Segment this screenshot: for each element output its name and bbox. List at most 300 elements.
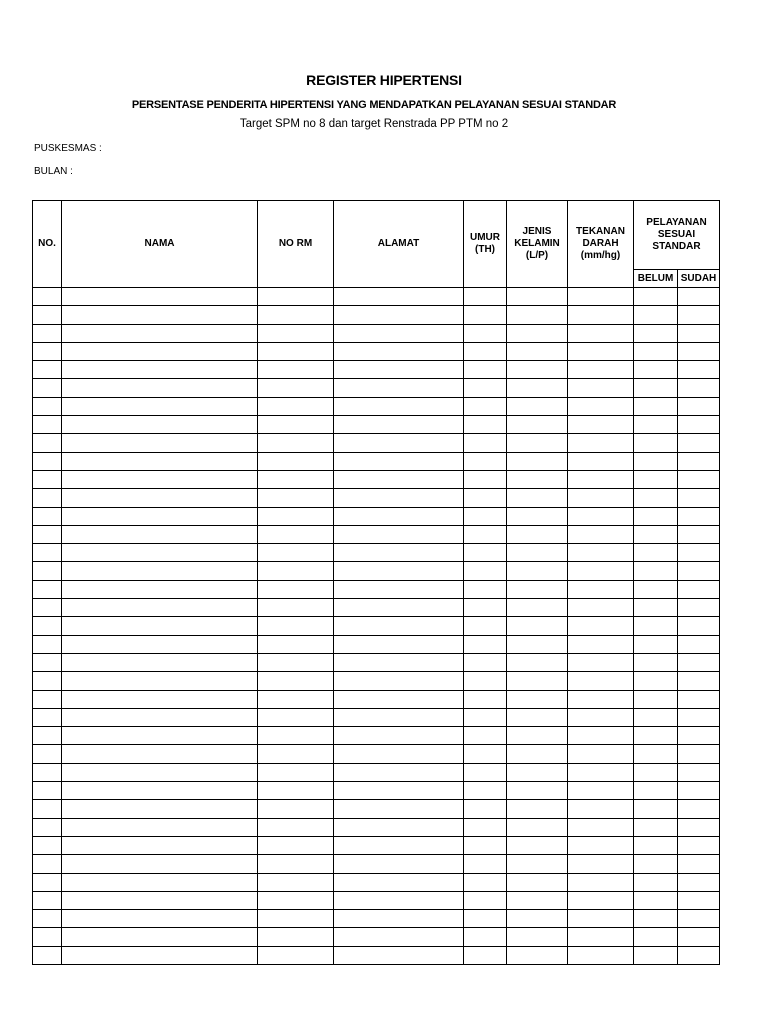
table-cell[interactable] (464, 800, 507, 818)
table-cell[interactable] (464, 910, 507, 928)
table-cell[interactable] (334, 763, 464, 781)
table-cell[interactable] (33, 361, 62, 379)
table-cell[interactable] (507, 599, 568, 617)
table-cell[interactable] (507, 525, 568, 543)
table-cell[interactable] (464, 416, 507, 434)
table-cell[interactable] (62, 690, 258, 708)
table-cell[interactable] (678, 288, 720, 306)
table-cell[interactable] (334, 891, 464, 909)
table-cell[interactable] (678, 928, 720, 946)
table-cell[interactable] (568, 434, 634, 452)
table-cell[interactable] (258, 452, 334, 470)
table-cell[interactable] (634, 891, 678, 909)
table-cell[interactable] (464, 288, 507, 306)
table-cell[interactable] (33, 672, 62, 690)
table-cell[interactable] (33, 397, 62, 415)
table-cell[interactable] (334, 745, 464, 763)
table-cell[interactable] (33, 946, 62, 964)
table-cell[interactable] (33, 452, 62, 470)
table-cell[interactable] (568, 928, 634, 946)
table-cell[interactable] (258, 580, 334, 598)
table-cell[interactable] (568, 855, 634, 873)
table-cell[interactable] (464, 635, 507, 653)
table-cell[interactable] (634, 562, 678, 580)
table-cell[interactable] (507, 782, 568, 800)
table-cell[interactable] (33, 782, 62, 800)
table-cell[interactable] (507, 727, 568, 745)
table-cell[interactable] (507, 361, 568, 379)
table-cell[interactable] (678, 507, 720, 525)
table-cell[interactable] (62, 361, 258, 379)
table-cell[interactable] (62, 653, 258, 671)
table-cell[interactable] (258, 507, 334, 525)
table-cell[interactable] (464, 727, 507, 745)
table-cell[interactable] (507, 928, 568, 946)
table-cell[interactable] (258, 873, 334, 891)
table-cell[interactable] (678, 635, 720, 653)
table-cell[interactable] (62, 525, 258, 543)
table-cell[interactable] (334, 507, 464, 525)
table-cell[interactable] (62, 452, 258, 470)
table-cell[interactable] (634, 727, 678, 745)
table-cell[interactable] (507, 416, 568, 434)
table-cell[interactable] (464, 599, 507, 617)
table-cell[interactable] (33, 928, 62, 946)
table-cell[interactable] (33, 599, 62, 617)
table-cell[interactable] (568, 782, 634, 800)
table-cell[interactable] (634, 763, 678, 781)
table-cell[interactable] (507, 544, 568, 562)
table-cell[interactable] (507, 397, 568, 415)
table-cell[interactable] (258, 599, 334, 617)
table-cell[interactable] (464, 690, 507, 708)
table-cell[interactable] (507, 836, 568, 854)
table-cell[interactable] (258, 855, 334, 873)
table-cell[interactable] (634, 782, 678, 800)
table-cell[interactable] (258, 818, 334, 836)
table-cell[interactable] (678, 946, 720, 964)
table-cell[interactable] (678, 910, 720, 928)
table-cell[interactable] (62, 306, 258, 324)
table-cell[interactable] (334, 617, 464, 635)
table-cell[interactable] (507, 580, 568, 598)
table-cell[interactable] (634, 708, 678, 726)
table-cell[interactable] (62, 342, 258, 360)
table-cell[interactable] (62, 891, 258, 909)
table-cell[interactable] (568, 452, 634, 470)
table-cell[interactable] (334, 306, 464, 324)
table-cell[interactable] (33, 635, 62, 653)
table-cell[interactable] (334, 324, 464, 342)
table-cell[interactable] (334, 873, 464, 891)
table-cell[interactable] (62, 727, 258, 745)
table-cell[interactable] (678, 818, 720, 836)
table-cell[interactable] (62, 745, 258, 763)
table-cell[interactable] (334, 635, 464, 653)
table-cell[interactable] (62, 617, 258, 635)
table-cell[interactable] (33, 653, 62, 671)
table-cell[interactable] (634, 397, 678, 415)
table-cell[interactable] (464, 470, 507, 488)
table-cell[interactable] (62, 635, 258, 653)
table-cell[interactable] (634, 288, 678, 306)
table-cell[interactable] (678, 873, 720, 891)
table-cell[interactable] (334, 653, 464, 671)
table-cell[interactable] (634, 745, 678, 763)
table-cell[interactable] (258, 544, 334, 562)
table-cell[interactable] (634, 324, 678, 342)
table-cell[interactable] (334, 452, 464, 470)
table-cell[interactable] (568, 946, 634, 964)
table-cell[interactable] (33, 379, 62, 397)
table-cell[interactable] (464, 672, 507, 690)
table-cell[interactable] (507, 873, 568, 891)
table-cell[interactable] (62, 928, 258, 946)
table-cell[interactable] (568, 617, 634, 635)
table-cell[interactable] (33, 910, 62, 928)
table-cell[interactable] (464, 361, 507, 379)
table-cell[interactable] (507, 946, 568, 964)
table-cell[interactable] (464, 873, 507, 891)
table-cell[interactable] (634, 946, 678, 964)
table-cell[interactable] (634, 800, 678, 818)
table-cell[interactable] (678, 782, 720, 800)
table-cell[interactable] (258, 635, 334, 653)
table-cell[interactable] (634, 379, 678, 397)
table-cell[interactable] (678, 397, 720, 415)
table-cell[interactable] (334, 397, 464, 415)
table-cell[interactable] (507, 708, 568, 726)
table-cell[interactable] (334, 288, 464, 306)
table-cell[interactable] (507, 288, 568, 306)
table-cell[interactable] (464, 452, 507, 470)
table-cell[interactable] (464, 580, 507, 598)
table-cell[interactable] (678, 342, 720, 360)
table-cell[interactable] (678, 727, 720, 745)
table-cell[interactable] (464, 946, 507, 964)
table-cell[interactable] (258, 763, 334, 781)
table-cell[interactable] (568, 416, 634, 434)
table-cell[interactable] (678, 434, 720, 452)
table-cell[interactable] (62, 800, 258, 818)
table-cell[interactable] (464, 525, 507, 543)
table-cell[interactable] (334, 727, 464, 745)
table-cell[interactable] (258, 361, 334, 379)
table-cell[interactable] (634, 873, 678, 891)
table-cell[interactable] (678, 617, 720, 635)
table-cell[interactable] (62, 470, 258, 488)
table-cell[interactable] (464, 342, 507, 360)
table-cell[interactable] (464, 617, 507, 635)
table-cell[interactable] (634, 910, 678, 928)
table-cell[interactable] (678, 800, 720, 818)
table-cell[interactable] (507, 891, 568, 909)
table-cell[interactable] (464, 544, 507, 562)
table-cell[interactable] (568, 324, 634, 342)
table-cell[interactable] (634, 617, 678, 635)
table-cell[interactable] (334, 708, 464, 726)
table-cell[interactable] (568, 525, 634, 543)
table-cell[interactable] (334, 782, 464, 800)
table-cell[interactable] (568, 800, 634, 818)
table-cell[interactable] (568, 562, 634, 580)
table-cell[interactable] (507, 635, 568, 653)
table-cell[interactable] (62, 873, 258, 891)
table-cell[interactable] (33, 416, 62, 434)
table-cell[interactable] (678, 745, 720, 763)
table-cell[interactable] (634, 306, 678, 324)
table-cell[interactable] (62, 910, 258, 928)
table-cell[interactable] (464, 397, 507, 415)
table-cell[interactable] (464, 745, 507, 763)
table-cell[interactable] (258, 727, 334, 745)
table-cell[interactable] (33, 818, 62, 836)
table-cell[interactable] (334, 489, 464, 507)
table-cell[interactable] (33, 745, 62, 763)
table-cell[interactable] (258, 306, 334, 324)
table-cell[interactable] (33, 544, 62, 562)
table-cell[interactable] (568, 580, 634, 598)
table-cell[interactable] (258, 836, 334, 854)
table-cell[interactable] (62, 489, 258, 507)
table-cell[interactable] (507, 562, 568, 580)
table-cell[interactable] (33, 507, 62, 525)
table-cell[interactable] (62, 855, 258, 873)
table-cell[interactable] (464, 928, 507, 946)
table-cell[interactable] (258, 782, 334, 800)
table-cell[interactable] (258, 800, 334, 818)
table-cell[interactable] (634, 544, 678, 562)
table-cell[interactable] (62, 836, 258, 854)
table-cell[interactable] (678, 379, 720, 397)
table-cell[interactable] (62, 672, 258, 690)
table-cell[interactable] (258, 708, 334, 726)
table-cell[interactable] (258, 617, 334, 635)
table-cell[interactable] (33, 800, 62, 818)
table-cell[interactable] (568, 653, 634, 671)
table-cell[interactable] (62, 763, 258, 781)
table-cell[interactable] (634, 635, 678, 653)
table-cell[interactable] (568, 397, 634, 415)
table-cell[interactable] (33, 489, 62, 507)
table-cell[interactable] (334, 599, 464, 617)
table-cell[interactable] (258, 946, 334, 964)
table-cell[interactable] (678, 489, 720, 507)
table-cell[interactable] (334, 855, 464, 873)
table-cell[interactable] (334, 544, 464, 562)
table-cell[interactable] (464, 306, 507, 324)
table-cell[interactable] (568, 342, 634, 360)
table-cell[interactable] (258, 672, 334, 690)
table-cell[interactable] (334, 836, 464, 854)
table-cell[interactable] (634, 470, 678, 488)
table-cell[interactable] (464, 855, 507, 873)
table-cell[interactable] (62, 288, 258, 306)
table-cell[interactable] (568, 306, 634, 324)
table-cell[interactable] (568, 361, 634, 379)
table-cell[interactable] (634, 599, 678, 617)
table-cell[interactable] (507, 617, 568, 635)
table-cell[interactable] (334, 690, 464, 708)
table-cell[interactable] (33, 708, 62, 726)
table-cell[interactable] (464, 782, 507, 800)
table-cell[interactable] (678, 361, 720, 379)
table-cell[interactable] (258, 434, 334, 452)
table-cell[interactable] (507, 434, 568, 452)
table-cell[interactable] (678, 672, 720, 690)
table-cell[interactable] (678, 324, 720, 342)
table-cell[interactable] (568, 818, 634, 836)
table-cell[interactable] (258, 690, 334, 708)
table-cell[interactable] (464, 324, 507, 342)
table-cell[interactable] (33, 470, 62, 488)
table-cell[interactable] (33, 342, 62, 360)
table-cell[interactable] (464, 891, 507, 909)
table-cell[interactable] (33, 891, 62, 909)
table-cell[interactable] (507, 800, 568, 818)
table-cell[interactable] (334, 434, 464, 452)
table-cell[interactable] (33, 836, 62, 854)
table-cell[interactable] (258, 891, 334, 909)
table-cell[interactable] (634, 928, 678, 946)
table-cell[interactable] (334, 928, 464, 946)
table-cell[interactable] (634, 361, 678, 379)
table-cell[interactable] (464, 434, 507, 452)
table-cell[interactable] (568, 544, 634, 562)
table-cell[interactable] (464, 818, 507, 836)
table-cell[interactable] (33, 855, 62, 873)
table-cell[interactable] (568, 910, 634, 928)
table-cell[interactable] (568, 672, 634, 690)
table-cell[interactable] (634, 690, 678, 708)
table-cell[interactable] (334, 525, 464, 543)
table-cell[interactable] (678, 653, 720, 671)
table-cell[interactable] (568, 873, 634, 891)
table-cell[interactable] (568, 470, 634, 488)
table-cell[interactable] (33, 617, 62, 635)
table-cell[interactable] (62, 324, 258, 342)
table-cell[interactable] (464, 763, 507, 781)
table-cell[interactable] (678, 836, 720, 854)
table-cell[interactable] (634, 489, 678, 507)
table-cell[interactable] (33, 580, 62, 598)
table-cell[interactable] (568, 635, 634, 653)
table-cell[interactable] (507, 470, 568, 488)
table-cell[interactable] (464, 379, 507, 397)
table-cell[interactable] (464, 489, 507, 507)
table-cell[interactable] (634, 580, 678, 598)
table-cell[interactable] (507, 690, 568, 708)
table-cell[interactable] (33, 525, 62, 543)
table-cell[interactable] (678, 525, 720, 543)
table-cell[interactable] (568, 690, 634, 708)
table-cell[interactable] (258, 562, 334, 580)
table-cell[interactable] (258, 653, 334, 671)
table-cell[interactable] (334, 470, 464, 488)
table-cell[interactable] (678, 562, 720, 580)
table-cell[interactable] (507, 342, 568, 360)
table-cell[interactable] (33, 434, 62, 452)
table-cell[interactable] (507, 855, 568, 873)
table-cell[interactable] (568, 507, 634, 525)
table-cell[interactable] (258, 745, 334, 763)
table-cell[interactable] (258, 416, 334, 434)
table-cell[interactable] (507, 452, 568, 470)
table-cell[interactable] (634, 525, 678, 543)
table-cell[interactable] (334, 562, 464, 580)
table-cell[interactable] (62, 434, 258, 452)
table-cell[interactable] (334, 361, 464, 379)
table-cell[interactable] (678, 708, 720, 726)
table-cell[interactable] (62, 580, 258, 598)
table-cell[interactable] (634, 507, 678, 525)
table-cell[interactable] (62, 946, 258, 964)
table-cell[interactable] (678, 544, 720, 562)
table-cell[interactable] (258, 928, 334, 946)
table-cell[interactable] (334, 416, 464, 434)
table-cell[interactable] (62, 507, 258, 525)
table-cell[interactable] (258, 288, 334, 306)
table-cell[interactable] (678, 306, 720, 324)
table-cell[interactable] (634, 416, 678, 434)
table-cell[interactable] (334, 800, 464, 818)
table-cell[interactable] (507, 763, 568, 781)
table-cell[interactable] (62, 818, 258, 836)
table-cell[interactable] (33, 727, 62, 745)
table-cell[interactable] (258, 470, 334, 488)
table-cell[interactable] (634, 452, 678, 470)
table-cell[interactable] (33, 763, 62, 781)
table-cell[interactable] (634, 653, 678, 671)
table-cell[interactable] (568, 745, 634, 763)
table-cell[interactable] (33, 306, 62, 324)
table-cell[interactable] (33, 873, 62, 891)
table-cell[interactable] (678, 416, 720, 434)
table-cell[interactable] (33, 562, 62, 580)
table-cell[interactable] (258, 324, 334, 342)
table-cell[interactable] (634, 836, 678, 854)
table-cell[interactable] (507, 489, 568, 507)
table-cell[interactable] (568, 727, 634, 745)
table-cell[interactable] (568, 379, 634, 397)
table-cell[interactable] (678, 763, 720, 781)
table-cell[interactable] (62, 599, 258, 617)
table-cell[interactable] (678, 855, 720, 873)
table-cell[interactable] (507, 910, 568, 928)
table-cell[interactable] (678, 891, 720, 909)
table-cell[interactable] (507, 306, 568, 324)
table-cell[interactable] (464, 653, 507, 671)
table-cell[interactable] (634, 672, 678, 690)
table-cell[interactable] (258, 379, 334, 397)
table-cell[interactable] (464, 562, 507, 580)
table-cell[interactable] (62, 562, 258, 580)
table-cell[interactable] (678, 470, 720, 488)
table-cell[interactable] (258, 910, 334, 928)
table-cell[interactable] (678, 452, 720, 470)
table-cell[interactable] (634, 855, 678, 873)
table-cell[interactable] (334, 946, 464, 964)
table-cell[interactable] (568, 891, 634, 909)
table-cell[interactable] (334, 580, 464, 598)
table-cell[interactable] (258, 397, 334, 415)
table-cell[interactable] (62, 416, 258, 434)
table-cell[interactable] (62, 782, 258, 800)
table-cell[interactable] (62, 397, 258, 415)
table-cell[interactable] (568, 708, 634, 726)
table-cell[interactable] (568, 599, 634, 617)
table-cell[interactable] (507, 324, 568, 342)
